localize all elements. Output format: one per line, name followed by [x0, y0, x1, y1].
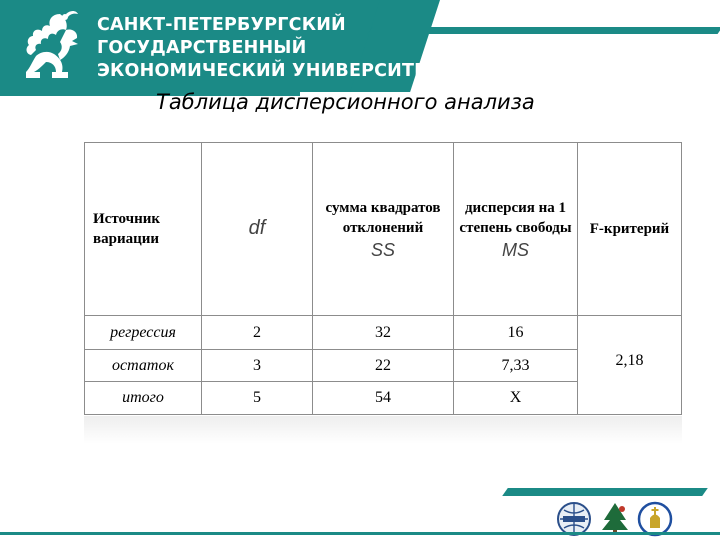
footer-stripe: [502, 488, 708, 496]
row-source: итого: [85, 382, 202, 415]
row-df: 3: [202, 350, 313, 382]
table-row: [85, 316, 682, 350]
row-ss: 22: [313, 350, 454, 382]
griffin-logo-icon: [22, 8, 92, 86]
row-ss: 54: [313, 382, 454, 415]
row-ms: 16: [454, 316, 578, 350]
table-header-row: [85, 143, 682, 316]
table-shadow: [84, 416, 682, 444]
f-value: 2,18: [578, 316, 682, 415]
header-df: [202, 143, 313, 316]
df-symbol: df: [248, 217, 266, 239]
ss-label: сумма квадратов отклонений: [325, 200, 441, 236]
row-source: регрессия: [85, 316, 202, 350]
header-ms: [454, 143, 578, 316]
row-source: остаток: [85, 350, 202, 382]
anova-table: [84, 142, 682, 414]
university-name: [97, 14, 438, 83]
header-f: F-критерий: [578, 143, 682, 316]
header-ss: [313, 143, 454, 316]
row-df: 5: [202, 382, 313, 415]
ms-label: дисперсия на 1 степень свободы: [459, 200, 572, 236]
row-ms: 7,33: [454, 350, 578, 382]
row-ss: 32: [313, 316, 454, 350]
ss-symbol: SS: [370, 240, 395, 260]
footer-line: [0, 532, 720, 535]
header-banner: [0, 0, 720, 95]
university-name-line-2: ГОСУДАРСТВЕННЫЙ: [97, 38, 307, 58]
ms-symbol: MS: [502, 240, 529, 260]
slide-title: Таблица дисперсионного анализа: [156, 90, 535, 114]
university-name-line-3: ЭКОНОМИЧЕСКИЙ УНИВЕРСИТЕТ: [97, 61, 439, 81]
row-ms: X: [454, 382, 578, 415]
university-name-line-1: САНКТ-ПЕТЕРБУРГСКИЙ: [97, 15, 346, 35]
row-df: 2: [202, 316, 313, 350]
header-source: Источник вариации: [85, 143, 202, 316]
